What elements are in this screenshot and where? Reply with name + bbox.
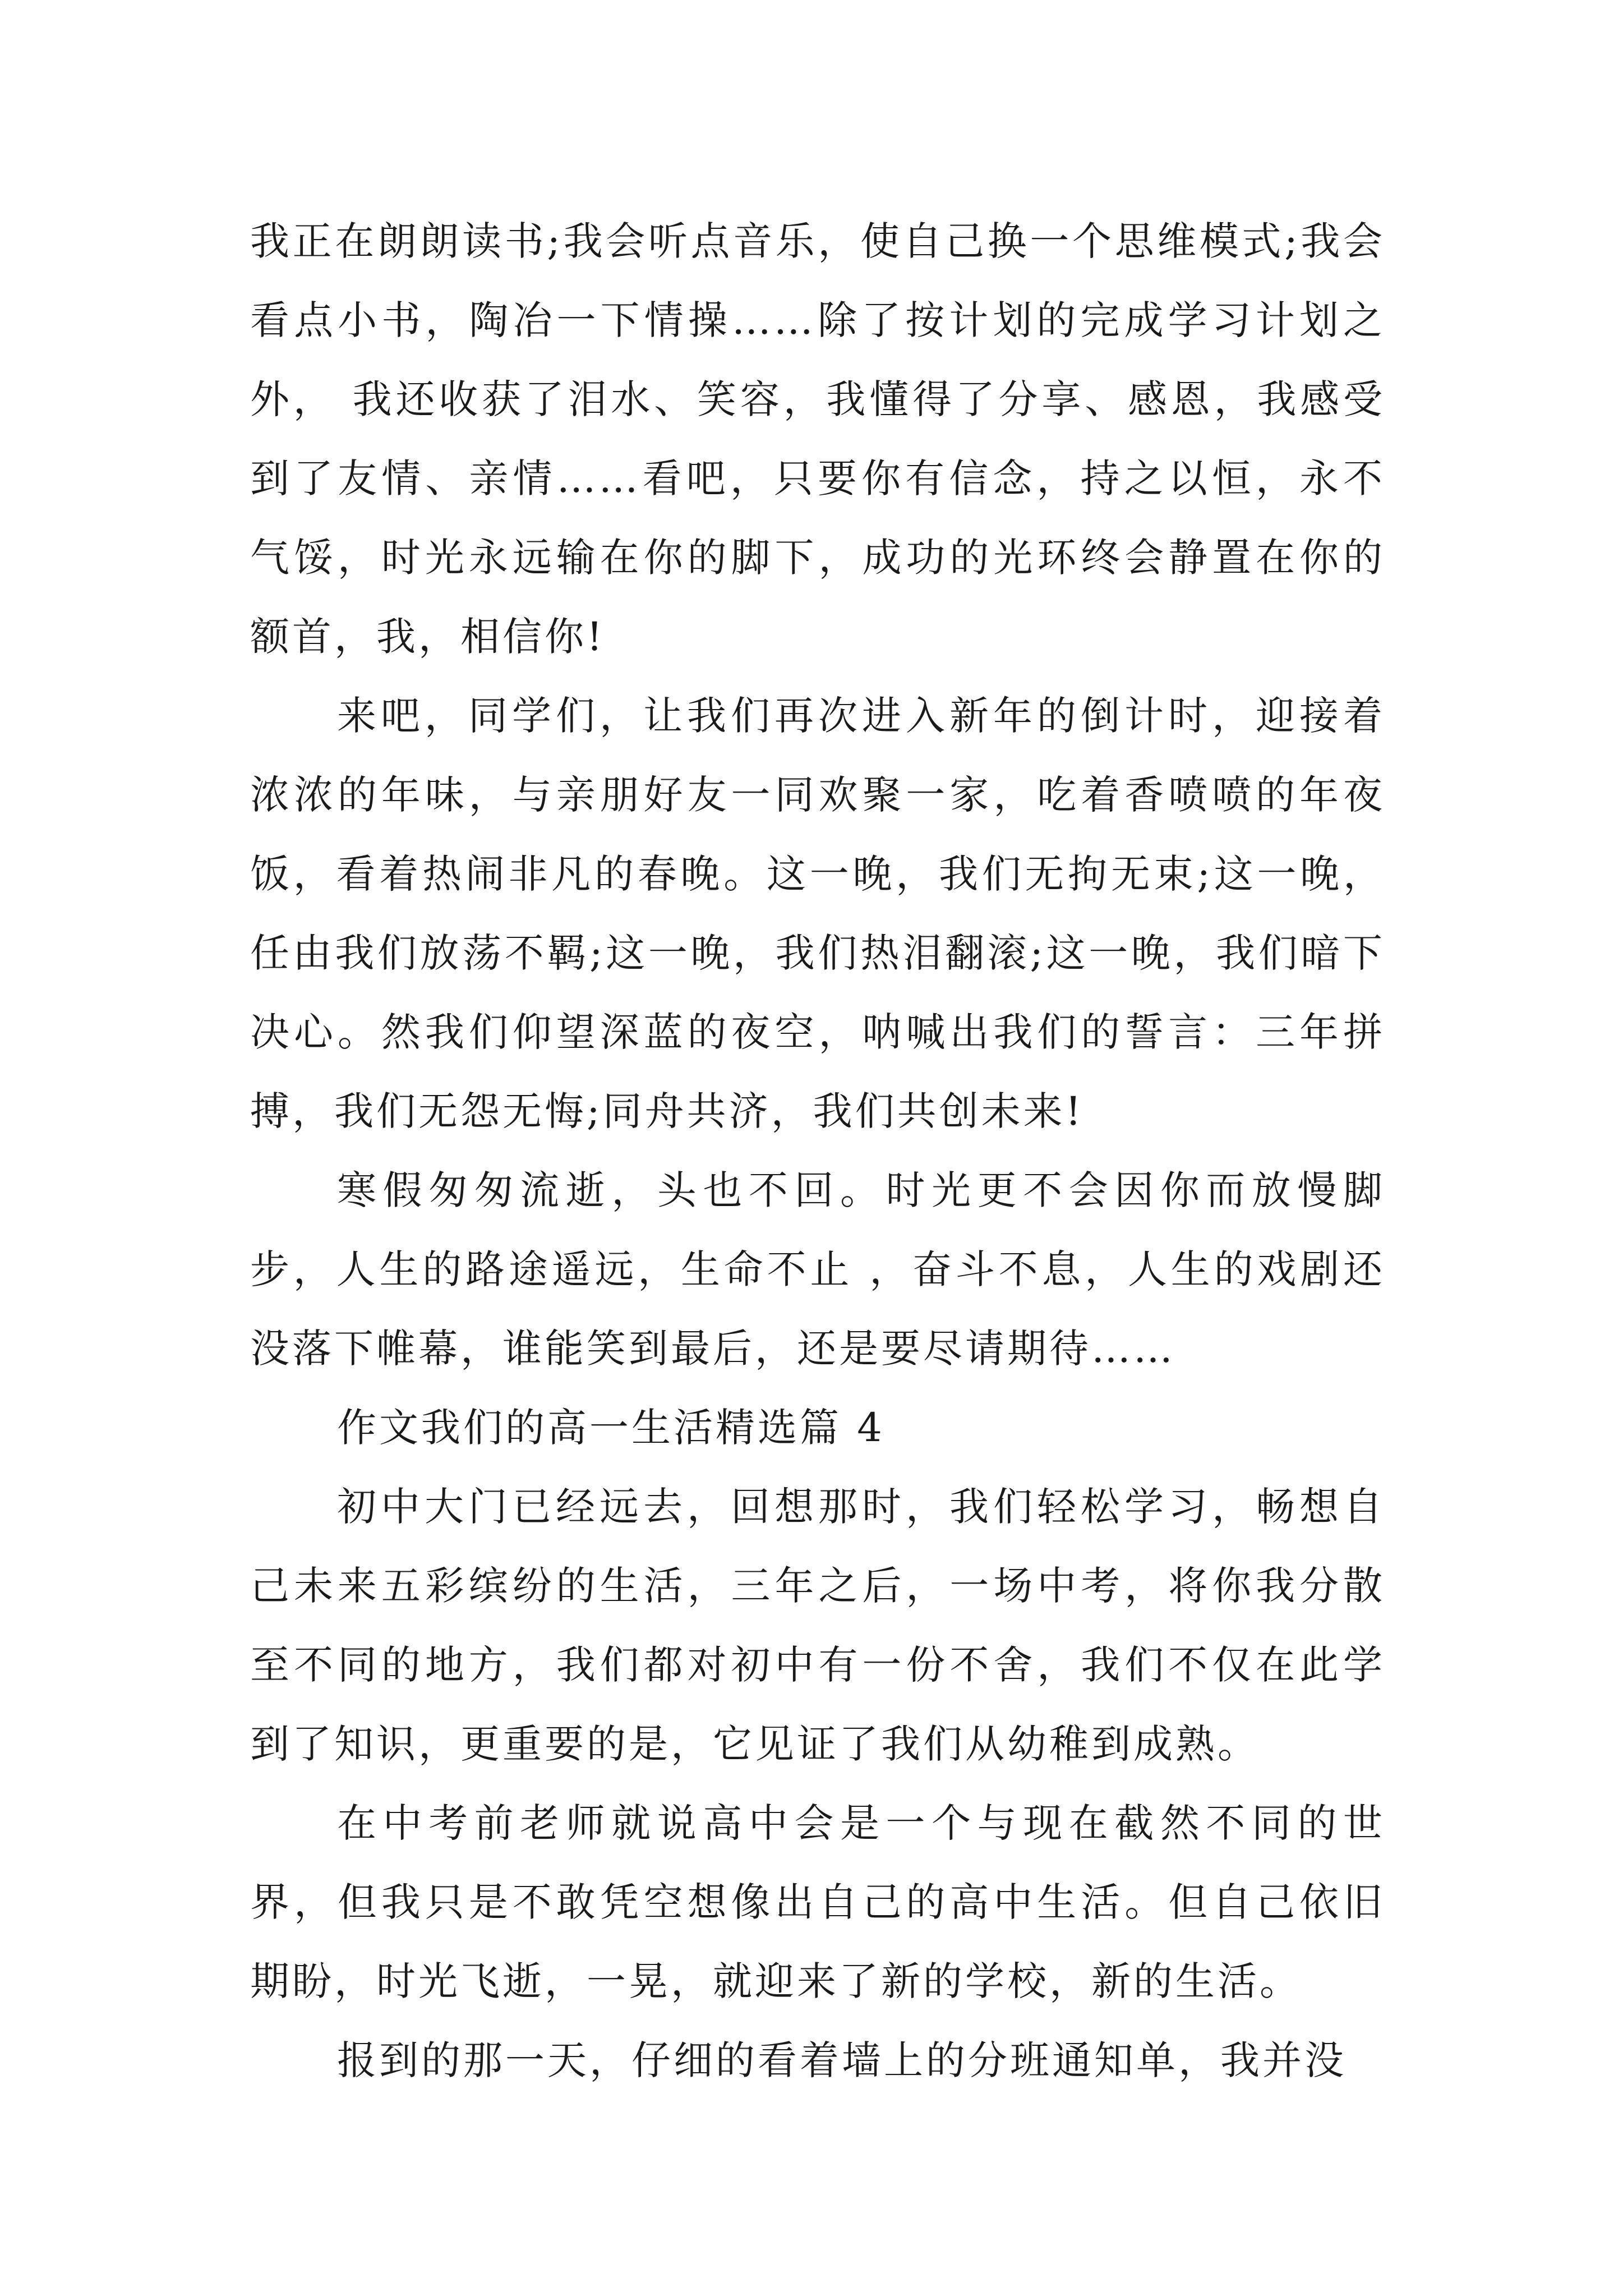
paragraph: 在中考前老师就说高中会是一个与现在截然不同的世界，但我只是不敢凭空想像出自己的高中生活。但自己依旧期盼，时光飞逝，一晃，就迎来了新的学校，新的生活。 xyxy=(250,1800,1385,2004)
document-body xyxy=(250,202,1385,2100)
paragraph: 我正在朗朗读书;我会听点音乐，使自己换一个思维模式;我会看点小书，陶冶一下情操……除了按计划的完成学习计划之外， 我还收获了泪水、笑容，我懂得了分享、感恩，我感受到了友情、亲情……看吧，只要你有信念，持之以恒，永不气馁，时光永远输在你的脚下，成功的光环终会静置在你的额首，我，相信你! xyxy=(250,218,1385,660)
paragraph: 来吧，同学们，让我们再次进入新年的倒计时，迎接着浓浓的年味，与亲朋好友一同欢聚一家，吃着香喷喷的年夜饭，看着热闹非凡的春晚。这一晚，我们无拘无束;这一晚，任由我们放荡不羁;这一晚，我们热泪翻滚;这一晚，我们暗下决心。然我们仰望深蓝的夜空，呐喊出我们的誓言：三年拼搏，我们无怨无悔;同舟共济，我们共创未来! xyxy=(250,693,1385,1134)
paragraph: 初中大门已经远去，回想那时，我们轻松学习，畅想自己未来五彩缤纷的生活，三年之后，一场中考，将你我分散至不同的地方，我们都对初中有一份不舍，我们不仅在此学到了知识，更重要的是，它见证了我们从幼稚到成熟。 xyxy=(250,1484,1385,1767)
paragraph: 报到的那一天，仔细的看着墙上的分班通知单，我并没 xyxy=(337,2037,1347,2083)
section-heading: 作文我们的高一生活精选篇 4 xyxy=(337,1405,885,1451)
paragraph: 寒假匆匆流逝，头也不回。时光更不会因你而放慢脚步，人生的路途遥远，生命不止 ，奋斗不息，人生的戏剧还没落下帷幕，谁能笑到最后，还是要尽请期待…… xyxy=(250,1167,1385,1372)
